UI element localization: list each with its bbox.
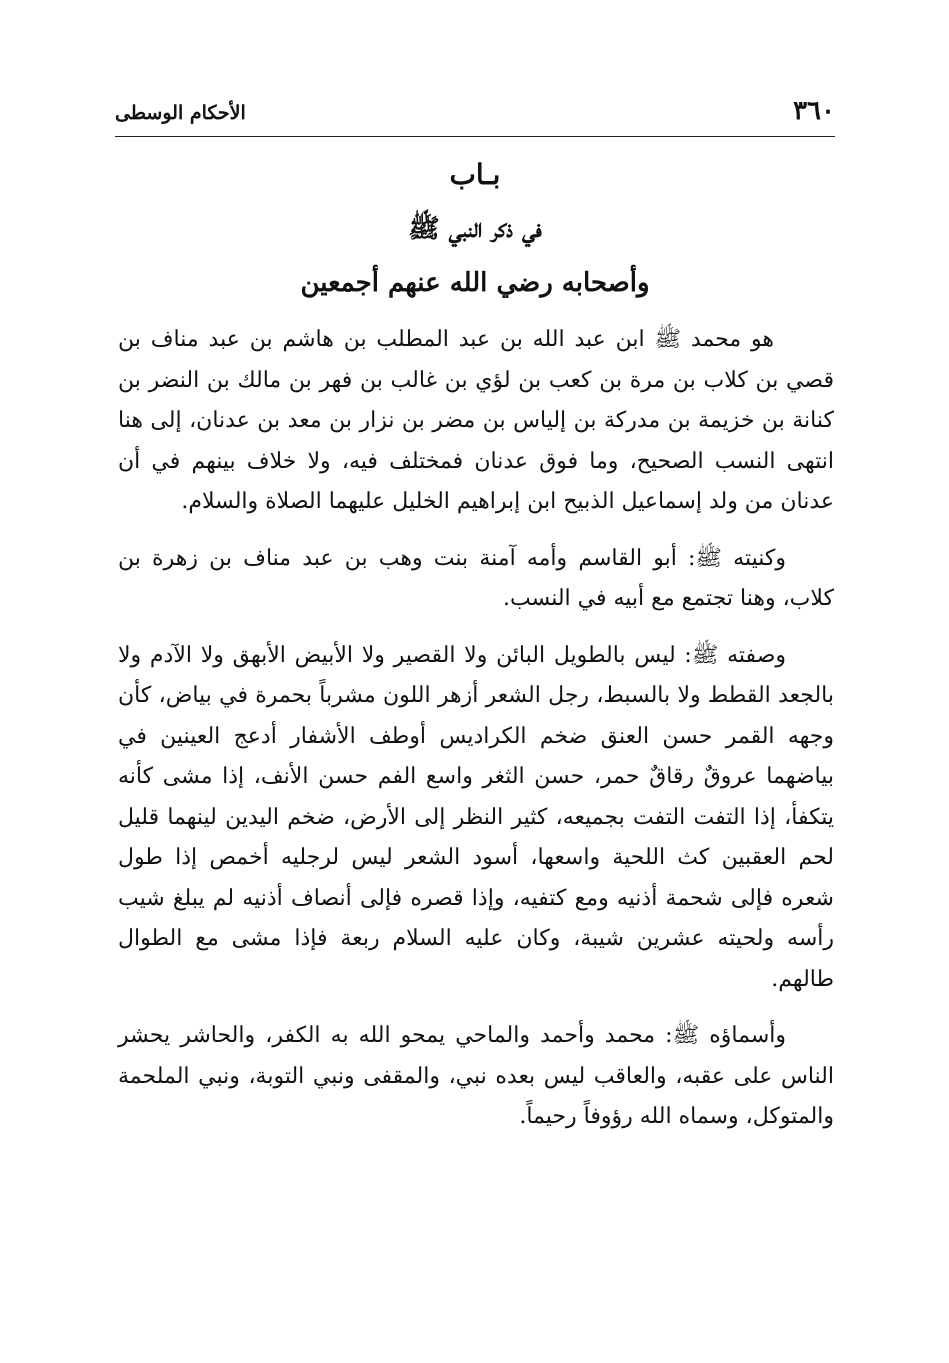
chapter-title: بـاب <box>449 158 501 191</box>
chapter-subtitle-2: وأصحابه رضي الله عنهم أجمعين <box>300 268 650 298</box>
body-text <box>118 320 834 1154</box>
running-title: الأحكام الوسطى <box>115 102 246 124</box>
chapter-heading <box>115 148 835 310</box>
paragraph-kunya: وكنيته ﷺ: أبو القاسم وأمه آمنة بنت وهب بن عبد مناف بن زهرة بن كلاب، وهنا تجتمع مع أبيه في النسب. <box>118 545 834 611</box>
paragraph-description: وصفته ﷺ: ليس بالطويل البائن ولا القصير ولا الأبيض الأبهق ولا الآدم ولا بالجعد القطط ولا بالسبط، رجل الشعر أزهر اللون مشرباً بحمرة في بياض، كأن وجهه القمر حسن العنق ضخم الكراديس أوطف الأشفار أدعج العينين في بياضهما عروقٌ رقاقٌ حمر، حسن الثغر واسع الفم حسن الأنف، إذا مشى كأنه يتكفأ، إذا التفت التفت بجميعه، كثير النظر إلى الأرض، ضخم اليدين لينهما قليل لحم العقبين كث اللحية واسعها، أسود الشعر ليس لرجليه أخمص إذا طول شعره فإلى شحمة أذنيه ومع كتفيه، وإذا قصره فإلى أنصاف أذنيه لم يبلغ شيب رأسه ولحيته عشرين شيبة، وكان عليه السلام ربعة فإذا مشى مع الطوال طالهم. <box>118 642 834 992</box>
page-header <box>115 96 835 137</box>
chapter-subtitle-1: في ذكر النبي ﷺ <box>408 214 542 244</box>
paragraph-names: وأسماؤه ﷺ: محمد وأحمد والماحي يمحو الله به الكفر، والحاشر يحشر الناس على عقبه، والعاقب ليس بعده نبي، والمقفى ونبي التوبة، ونبي الملحمة والمتوكل، وسماه الله رؤوفاً رحيماً. <box>118 1023 834 1129</box>
paragraph-lineage: هو محمد ﷺ ابن عبد الله بن عبد المطلب بن هاشم بن عبد مناف بن قصي بن كلاب بن مرة بن كعب بن لؤي بن غالب بن فهر بن مالك بن النضر بن كنانة بن خزيمة بن مدركة بن إلياس بن مضر بن نزار بن معد بن عدنان، إلى هنا انتهى النسب الصحيح، وما فوق عدنان فمختلف فيه، ولا خلاف بينهم في أن عدنان من ولد إسماعيل الذبيح ابن إبراهيم الخليل عليهما الصلاة والسلام. <box>118 327 834 514</box>
page-number: ٣٦٠ <box>793 96 835 126</box>
